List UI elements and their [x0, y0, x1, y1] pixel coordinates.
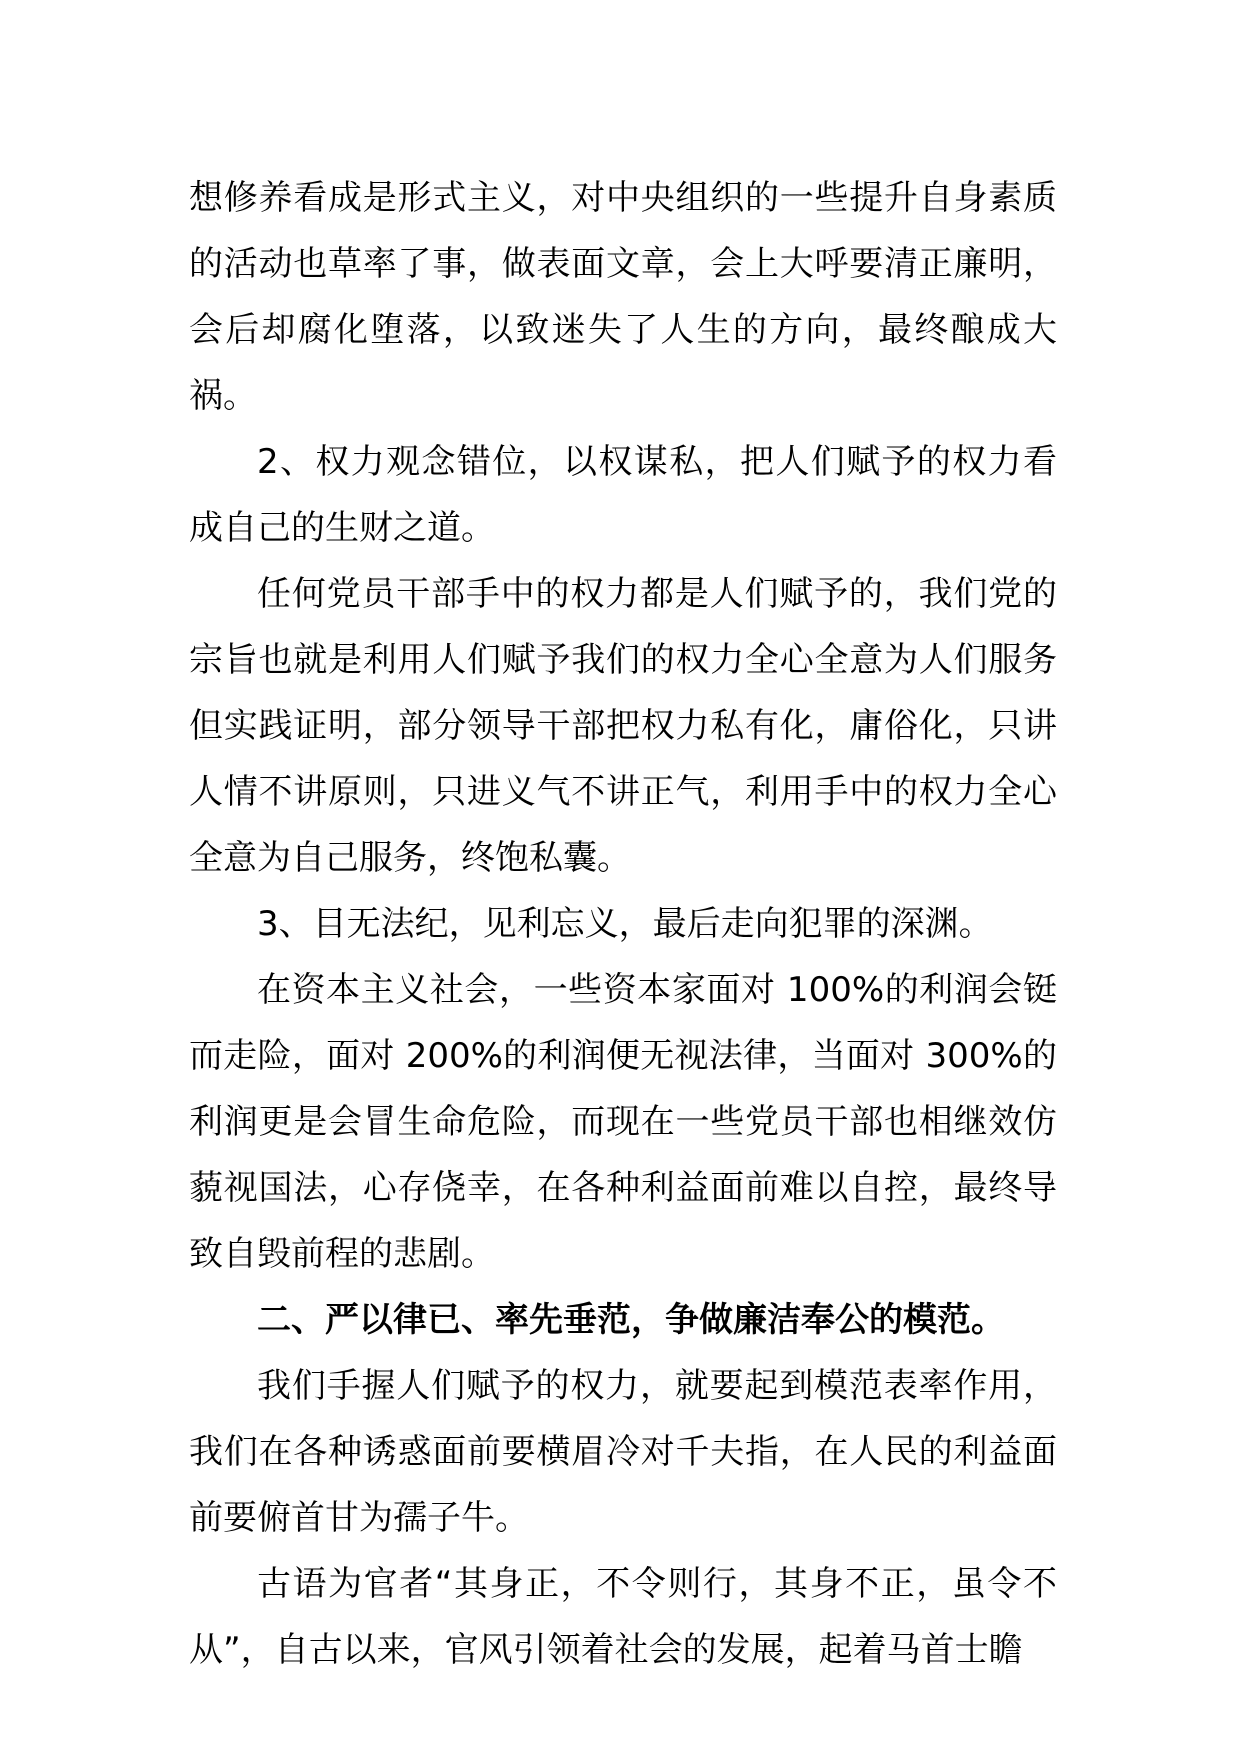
paragraph-section-2-body-2: 古语为官者“其身正，不令则行，其身不正，虽令不从”，自古以来，官风引领着社会的发展，起着马首士瞻: [189, 1564, 1057, 1670]
section-heading-2: 二、严以律已、率先垂范，争做廉洁奉公的模范。: [257, 1300, 1005, 1340]
document-page: [189, 165, 1057, 1683]
paragraph-point-3-body: 在资本主义社会，一些资本家面对 100%的利润会铤而走险，面对 200%的利润便无视法律，当面对 300%的利润更是会冒生命危险，而现在一些党员干部也相继效仿藐视国法，心存侥幸，在各种利益面前难以自控，最终导致自毁前程的悲剧。: [189, 970, 1057, 1274]
paragraph-section-2-body-1: 我们手握人们赋予的权力，就要起到模范表率作用，我们在各种诱惑面前要横眉冷对千夫指，在人民的利益面前要俯首甘为孺子牛。: [189, 1366, 1057, 1538]
paragraph-point-2-title: 2、权力观念错位，以权谋私，把人们赋予的权力看成自己的生财之道。: [189, 442, 1057, 548]
paragraph-continuation: 想修养看成是形式主义，对中央组织的一些提升自身素质的活动也草率了事，做表面文章，会上大呼要清正廉明，会后却腐化堕落，以致迷失了人生的方向，最终酿成大祸。: [189, 178, 1057, 416]
paragraph-point-2-body: 任何党员干部手中的权力都是人们赋予的，我们党的宗旨也就是利用人们赋予我们的权力全心全意为人们服务但实践证明，部分领导干部把权力私有化，庸俗化，只讲人情不讲原则，只进义气不讲正气，利用手中的权力全心全意为自己服务，终饱私囊。: [189, 574, 1057, 878]
paragraph-point-3-title: 3、目无法纪，见利忘义，最后走向犯罪的深渊。: [257, 904, 993, 944]
